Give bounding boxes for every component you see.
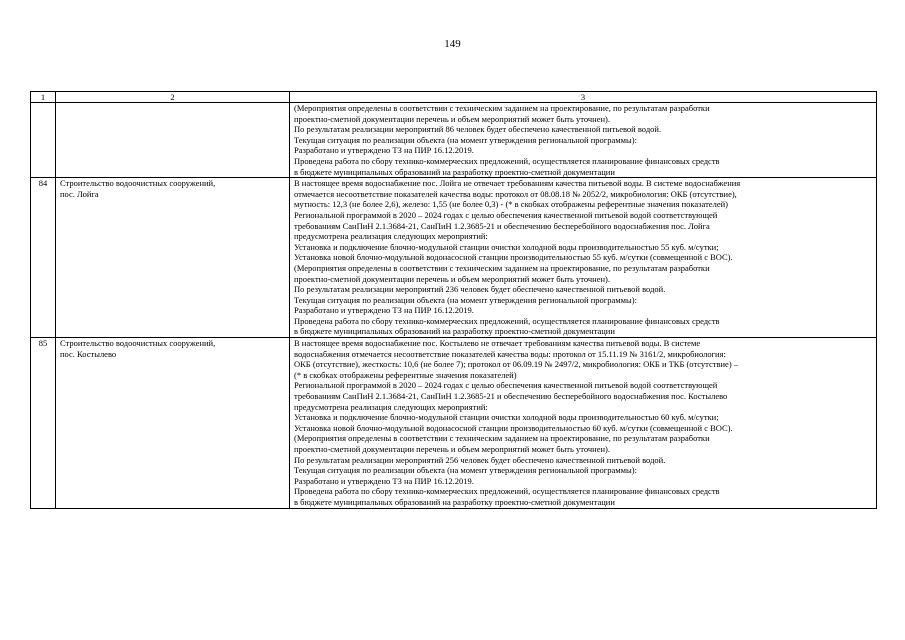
- header-cell: 1: [31, 92, 56, 103]
- text-line: Региональной программой в 2020 – 2024 годах с целью обеспечения качественной питьевой водой соответствующей: [294, 209, 718, 220]
- text-line: проектно-сметной документации перечень и объем мероприятий может быть уточнен).: [294, 444, 610, 454]
- text-line: требованиям СанПиН 2.1.3684-21, СанПиН 1.2.3685-21 и обеспечению бесперебойного водоснабжения пос. Лойга: [294, 220, 710, 231]
- header-row: [31, 92, 877, 103]
- text-line: По результатам реализации мероприятий 256 человек будет обеспечено качественной питьевой водой.: [294, 454, 666, 465]
- text-line: предусмотрена реализация следующих мероприятий:: [294, 231, 488, 242]
- object-name-line: Строительство водоочистных сооружений,: [60, 178, 216, 189]
- text-line: Установка новой блочно-модульной водонасосной станции производительностью 60 куб. м/сутки (совмещенной с ВОС).: [294, 422, 733, 433]
- row-number: 84: [31, 178, 56, 338]
- measures-table: [30, 91, 877, 509]
- text-line: водоснабжения отмечается несоответствие показателей качества воды: протокол от 15.11.19 № 3161/2, микробиология:: [294, 348, 726, 359]
- text-line: предусмотрена реализация следующих мероприятий:: [294, 401, 488, 412]
- description-cell: [290, 338, 877, 509]
- text-line: проектно-сметной документации перечень и объем мероприятий может быть уточнен).: [294, 273, 610, 284]
- text-line: (Мероприятия определены в соответствии с техническим заданием на проектирование, по результатам разработки: [294, 262, 710, 273]
- text-line: (Мероприятия определены в соответствии с техническим заданием на проектирование, по результатам разработки: [294, 103, 710, 113]
- object-name-cell: [56, 178, 290, 338]
- text-line: проектно-сметной документации перечень и объем мероприятий может быть уточнен).: [294, 113, 610, 124]
- text-line: (* в скобках отображены референтные значения показателей): [294, 369, 517, 380]
- text-line: мутность: 12,3 (не более 2,6), железо: 1,55 (не более 0,3) - (* в скобках отображены референтные значения показателей): [294, 199, 728, 210]
- empty-cell: [56, 103, 290, 178]
- object-name-line: Строительство водоочистных сооружений,: [60, 338, 216, 349]
- text-line: Установка и подключение блочно-модульной станции очистки холодной воды производительностью 60 куб. м/сутки;: [294, 412, 719, 423]
- text-line: в бюджете муниципальных образований на разработку проектно-сметной документации: [294, 496, 615, 507]
- header-cell: 3: [290, 92, 877, 103]
- continuation-row: [31, 103, 877, 178]
- text-line: В настоящее время водоснабжение пос. Костылево не отвечает требованиям качества питьевой воды. В системе: [294, 338, 701, 349]
- table-row: [31, 178, 877, 338]
- text-line: в бюджете муниципальных образований на разработку проектно-сметной документации: [294, 166, 615, 177]
- text-line: Разработано и утверждено ТЗ на ПИР 16.12.2019.: [294, 475, 474, 486]
- text-line: Проведена работа по сбору технико-коммерческих предложений, осуществляется планирование финансовых средств: [294, 315, 720, 326]
- text-line: Разработано и утверждено ТЗ на ПИР 16.12.2019.: [294, 305, 474, 316]
- text-line: Проведена работа по сбору технико-коммерческих предложений, осуществляется планирование финансовых средств: [294, 486, 720, 497]
- text-line: По результатам реализации мероприятий 86 человек будет обеспечено качественной питьевой водой.: [294, 124, 662, 135]
- text-line: Региональной программой в 2020 – 2024 годах с целью обеспечения качественной питьевой водой соответствующей: [294, 380, 718, 391]
- object-name-line: пос. Костылево: [60, 348, 117, 359]
- text-line: (Мероприятия определены в соответствии с техническим заданием на проектирование, по результатам разработки: [294, 433, 710, 444]
- text-line: Проведена работа по сбору технико-коммерческих предложений, осуществляется планирование финансовых средств: [294, 155, 720, 166]
- description-cell: [290, 178, 877, 338]
- text-line: По результатам реализации мероприятий 236 человек будет обеспечено качественной питьевой водой.: [294, 284, 666, 295]
- text-line: в бюджете муниципальных образований на разработку проектно-сметной документации: [294, 326, 615, 337]
- empty-cell: [31, 103, 56, 178]
- text-line: Текущая ситуация по реализации объекта (на момент утверждения региональной программы):: [294, 134, 637, 145]
- row-number: 85: [31, 338, 56, 509]
- text-line: Текущая ситуация по реализации объекта (на момент утверждения региональной программы):: [294, 294, 637, 305]
- page-number: 149: [444, 38, 461, 50]
- text-line: Установка новой блочно-модульной водонасосной станции производительностью 55 куб. м/сутки (совмещенной с ВОС).: [294, 252, 733, 263]
- text-line: В настоящее время водоснабжение пос. Лойга не отвечает требованиям качества питьевой воды. В системе водоснабжения: [294, 178, 741, 189]
- text-line: Разработано и утверждено ТЗ на ПИР 16.12.2019.: [294, 145, 474, 156]
- text-line: отмечается несоответствие показателей качества воды: протокол от 08.08.18 № 2052/2, микробиология: ОКБ (отсутствие),: [294, 188, 737, 199]
- header-cell: 2: [56, 92, 290, 103]
- object-name-line: пос. Лойга: [60, 188, 99, 199]
- text-line: ОКБ (отсутствие), жесткость: 10,6 (не более 7); протокол от 06.09.19 № 2497/2, микробиология: ОКБ и ТКБ (отсутствие) –: [294, 359, 739, 370]
- description-cell: [290, 103, 877, 178]
- object-name-cell: [56, 338, 290, 509]
- text-line: требованиям СанПиН 2.1.3684-21, СанПиН 1.2.3685-21 и обеспечению бесперебойного водоснабжения пос. Костылево: [294, 391, 728, 402]
- table-row: [31, 338, 877, 509]
- text-line: Текущая ситуация по реализации объекта (на момент утверждения региональной программы):: [294, 465, 637, 476]
- text-line: Установка и подключение блочно-модульной станции очистки холодной воды производительностью 55 куб. м/сутки;: [294, 241, 719, 252]
